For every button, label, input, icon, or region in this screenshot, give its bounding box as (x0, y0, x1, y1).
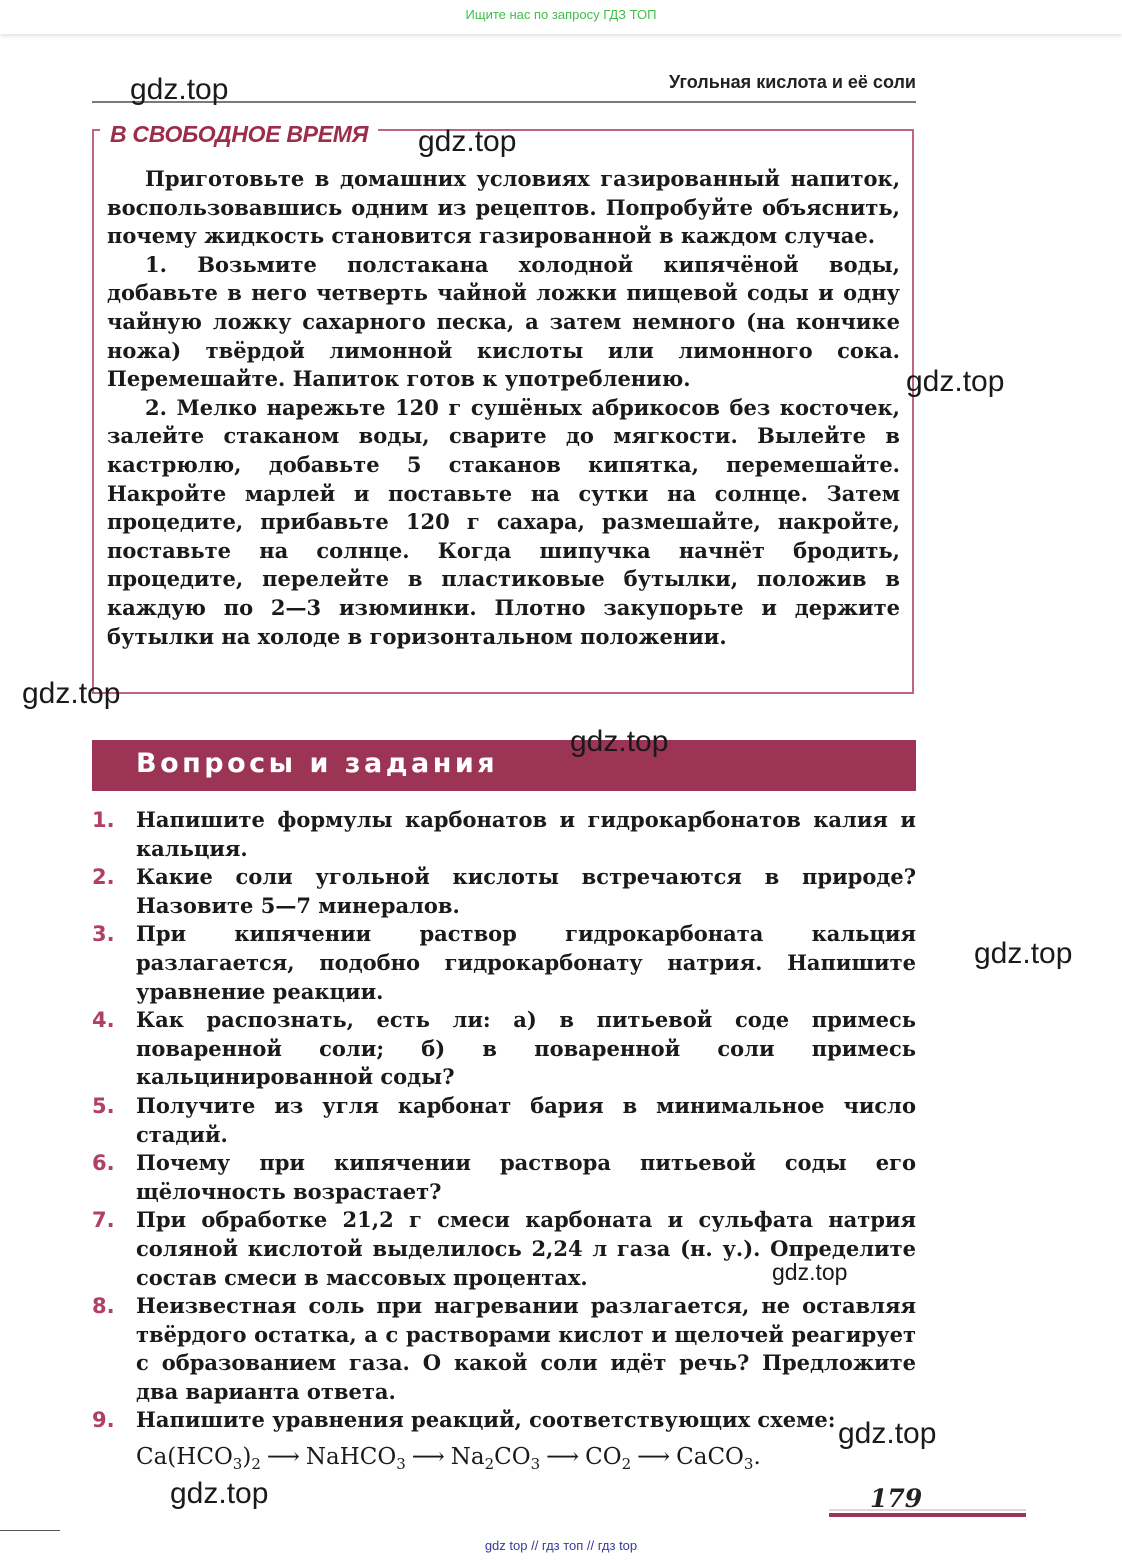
question-number: 3. (92, 922, 115, 947)
watermark: gdz.top (170, 1477, 269, 1510)
question-number: 4. (92, 1008, 115, 1033)
question-number: 2. (92, 865, 115, 890)
question-item (92, 863, 916, 920)
watermark: gdz.top (772, 1259, 848, 1285)
watermark: gdz.top (22, 677, 121, 710)
recipe-1: 1. Возьмите полстакана холодной кипячёной воды, добавьте в него четверть чайной ложки пищевой соды и одну чайную ложку сахарного песка, а затем немного (на кончике ножа) твёрдой лимонной кислоты или лимонного сока. Перемешайте. Напиток готов к употреблению. (107, 251, 900, 392)
watermark: gdz.top (570, 725, 669, 758)
top-banner: Ищите нас по запросу ГДЗ ТОП (0, 0, 1122, 34)
question-text: При обработке 21,2 г смеси карбоната и сульфата натрия соляной кислотой выделилось 2,24 л газа (н. у.). Определите состав смеси в массовых процентах. (136, 1207, 916, 1290)
watermark: gdz.top (130, 73, 229, 106)
footer-links[interactable]: gdz top // гдз топ // гдз top (484, 1538, 638, 1553)
question-number: 5. (92, 1093, 115, 1118)
question-item (92, 1292, 916, 1406)
page-rule-shadow (829, 1509, 1026, 1511)
question-item (92, 1406, 916, 1475)
question-text: Напишите формулы карбонатов и гидрокарбонатов калия и кальция. (136, 807, 916, 861)
recipe-2: 2. Мелко нарежьте 120 г сушёных абрикосов без косточек, залейте стаканом воды, сварите до мягкости. Вылейте в кастрюлю, добавьте 5 стаканов кипятка, перемешайте. Накройте марлей и поставьте на сутки на солнце. Затем процедите, прибавьте 120 г сахара, размешайте, накройте, поставьте на солнце. Когда шипучка начнёт бродить, процедите, перелейте в пластиковые бутылки, положив в каждую по 2—3 изюминки. Плотно закупорьте и держите бутылки на холоде в горизонтальном положении. (107, 394, 900, 649)
free-time-title: В СВОБОДНОЕ ВРЕМЯ (100, 121, 378, 148)
question-text: Получите из угля карбонат бария в минимальное число стадий. (136, 1092, 916, 1147)
question-text: Неизвестная соль при нагревании разлагается, не оставляя твёрдого остатка, а с растворами кислот и щелочей реагирует с образованием газа. О какой соли идёт речь? Предложите два варианта ответа. (136, 1293, 916, 1404)
watermark: gdz.top (906, 365, 1005, 398)
question-item (92, 1149, 916, 1206)
questions-list (92, 806, 916, 1475)
question-item (92, 1092, 916, 1149)
question-item (92, 806, 916, 863)
question-number: 8. (92, 1294, 115, 1319)
question-number: 9. (92, 1408, 115, 1433)
question-text: Напишите уравнения реакций, соответствующих схеме: (136, 1407, 836, 1433)
running-head: Угольная кислота и её соли (668, 72, 916, 92)
question-text: Почему при кипячении раствора питьевой соды его щёлочность возрастает? (136, 1150, 916, 1204)
question-text: Как распознать, есть ли: а) в питьевой соде примесь поваренной соли; б) в поваренной соли примесь кальцинированной соды? (136, 1007, 916, 1090)
arrow-icon: ⟶ (266, 1444, 300, 1471)
watermark: gdz.top (838, 1417, 937, 1450)
question-number: 7. (92, 1208, 115, 1233)
free-time-intro: Приготовьте в домашних условиях газированный напиток, воспользовавшись одним из рецептов. Попробуйте объяснить, почему жидкость становится газированной в каждом случае. (107, 166, 900, 249)
arrow-icon: ⟶ (637, 1444, 671, 1471)
corner-rule (0, 1530, 60, 1531)
watermark: gdz.top (974, 937, 1073, 970)
question-text: Какие соли угольной кислоты встречаются в природе? Назовите 5—7 минералов. (136, 864, 916, 918)
questions-title: Вопросы и задания (136, 748, 499, 779)
page-rule (829, 1513, 1026, 1517)
page-number: 179 (870, 1484, 923, 1513)
question-text: При кипячении раствор гидрокарбоната кальция разлагается, подобно гидрокарбонату натрия. Напишите уравнение реакции. (136, 921, 916, 1004)
free-time-text (107, 165, 900, 651)
question-number: 6. (92, 1151, 115, 1176)
arrow-icon: ⟶ (546, 1444, 580, 1471)
watermark: gdz.top (418, 125, 517, 158)
question-item (92, 1006, 916, 1092)
reaction-scheme: $Ca(HCO_3)_2$ ⟶ NaHCO$_3$ ⟶ $Na_2CO_3$ ⟶ $CO_2$ ⟶ CaCO$_3$. (136, 1439, 916, 1475)
question-number: 1. (92, 808, 115, 832)
arrow-icon: ⟶ (411, 1444, 445, 1471)
question-item (92, 920, 916, 1006)
